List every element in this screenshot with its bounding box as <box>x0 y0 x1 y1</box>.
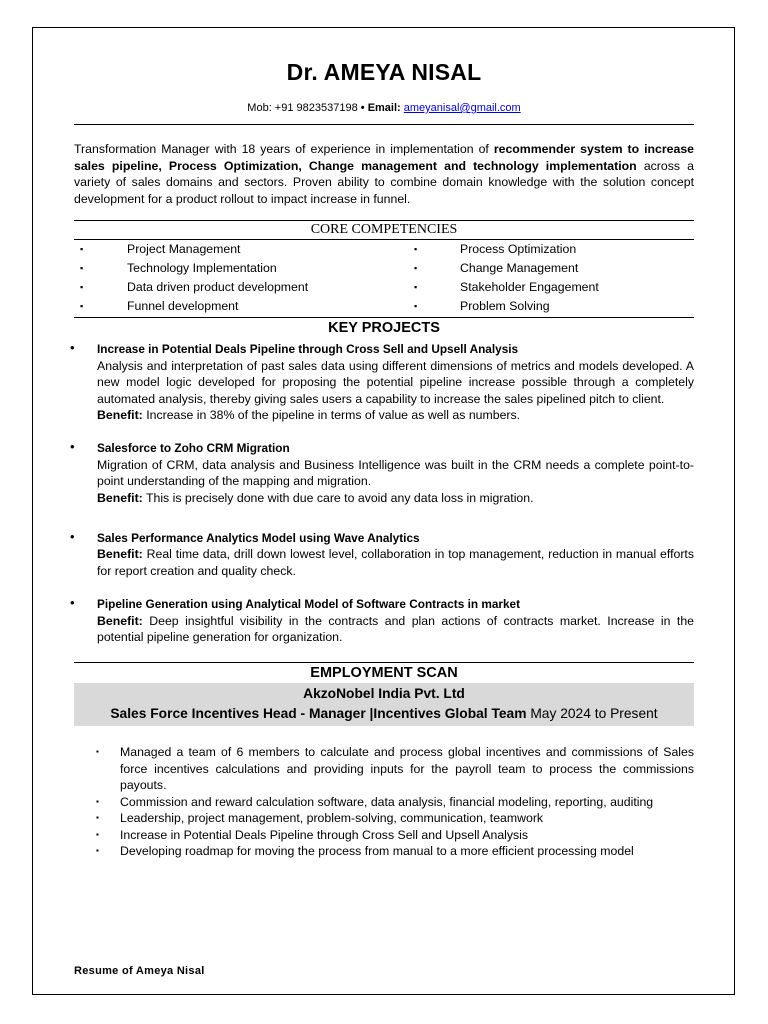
duty-item: ▪ Leadership, project management, problem-solving, communication, teamwork <box>96 811 544 826</box>
resume-content <box>70 55 695 859</box>
employment-scan-heading: EMPLOYMENT SCAN <box>310 665 458 682</box>
benefit-text: Deep insightful visibility in the contracts and plan actions of contracts market. Increase in the potential pipeline generation for organization. <box>97 613 694 645</box>
job-header <box>74 683 694 726</box>
job-duties-list <box>74 744 694 859</box>
email-label: Email: <box>367 102 401 114</box>
competency-item: Process Optimization <box>460 242 577 257</box>
duty-bullet: ▪ <box>96 747 99 757</box>
summary-text-2: across a variety of sales domains and sectors. Proven ability to combine domain knowledge with the solution concept development for a product rollout to impact increase in funnel. <box>74 158 695 206</box>
duty-item: ▪ Managed a team of 6 members to calculate and process global incentives and commissions of Sales force incentives calculations and providing inputs for the payroll team to process the commissions payouts. <box>96 745 694 793</box>
project-title: Salesforce to Zoho CRM Migration <box>97 441 290 456</box>
competency-bullet: ▪ <box>414 244 418 255</box>
contact-line <box>74 101 694 115</box>
competency-item: Technology Implementation <box>127 261 277 276</box>
duty-bullet: ▪ <box>96 829 99 839</box>
project-benefit <box>97 407 694 423</box>
project-bullet: • <box>70 595 75 611</box>
professional-summary <box>74 141 694 207</box>
job-dates: May 2024 to Present <box>526 706 658 722</box>
competency-item: Data driven product development <box>127 280 309 295</box>
competency-bullet: ▪ <box>414 301 418 312</box>
project-item <box>70 340 694 423</box>
project-title: Sales Performance Analytics Model using Wave Analytics <box>97 531 420 546</box>
competency-bullet: ▪ <box>80 263 84 274</box>
project-title: Increase in Potential Deals Pipeline through Cross Sell and Upsell Analysis <box>97 342 519 357</box>
company-name: AkzoNobel India Pvt. Ltd <box>303 686 465 702</box>
core-competencies-heading: CORE COMPETENCIES <box>310 222 458 238</box>
benefit-label: Benefit: <box>97 613 143 628</box>
competencies-grid <box>74 240 694 316</box>
project-bullet: • <box>70 529 75 545</box>
project-description: Analysis and interpretation of past sales data using different dimensions of metrics and models developed. A new model logic developed for proposing the potential pipeline increase possible through a completely automated analysis, thereby giving sales users a capability to increase the sales pipelined pitch to client. <box>97 358 694 406</box>
competency-bullet: ▪ <box>414 263 418 274</box>
competency-item: Stakeholder Engagement <box>460 280 599 295</box>
competency-item: Project Management <box>127 242 241 257</box>
benefit-label: Benefit: <box>97 490 143 505</box>
benefit-text: Increase in 38% of the pipeline in terms of value as well as numbers. <box>142 408 521 422</box>
summary-text-bold: recommender system to increase sales pipeline, Process Optimization, Change management and technology implementation <box>74 142 694 173</box>
duty-item: ▪ Increase in Potential Deals Pipeline through Cross Sell and Upsell Analysis <box>96 827 529 842</box>
benefit-text: Real time data, drill down lowest level, collaboration in top management, reduction in manual efforts for report creation and quality check. <box>97 547 694 578</box>
duty-item: ▪ Developing roadmap for moving the process from manual to a more efficient processing model <box>96 843 634 858</box>
duty-bullet: ▪ <box>96 845 99 855</box>
key-projects-heading: KEY PROJECTS <box>328 320 440 337</box>
competency-item: Funnel development <box>127 299 239 314</box>
competency-bullet: ▪ <box>80 301 84 312</box>
summary-text-1: Transformation Manager with 18 years of experience in implementation of <box>74 142 494 156</box>
project-description: Migration of CRM, data analysis and Business Intelligence was built in the CRM needs a complete point-to-point understanding of the mapping and migration. <box>97 457 694 489</box>
project-bullet: • <box>70 340 75 356</box>
mobile-number: Mob: +91 9823537198 <box>247 102 358 114</box>
header-divider <box>74 124 694 125</box>
project-title: Pipeline Generation using Analytical Model of Software Contracts in market <box>97 597 521 612</box>
competency-bullet: ▪ <box>414 282 418 293</box>
benefit-text: This is precisely done with due care to avoid any data loss in migration. <box>142 490 534 505</box>
duty-bullet: ▪ <box>96 796 99 806</box>
email-link[interactable]: ameyanisal@gmail.com <box>403 102 521 114</box>
project-item <box>70 529 694 579</box>
competency-item: Problem Solving <box>460 299 550 314</box>
benefit-label: Benefit: <box>97 547 143 562</box>
project-benefit <box>97 613 694 646</box>
project-item <box>70 439 694 506</box>
resume-name: Dr. AMEYA NISAL <box>286 59 482 85</box>
competency-bullet: ▪ <box>80 282 84 293</box>
project-item <box>70 595 694 645</box>
competency-item: Change Management <box>460 261 579 276</box>
competency-bullet: ▪ <box>80 244 84 255</box>
job-role: Sales Force Incentives Head - Manager |Incentives Global Team <box>110 706 527 722</box>
project-bullet: • <box>70 439 75 455</box>
project-benefit <box>97 546 694 579</box>
contact-separator: • <box>360 102 365 114</box>
benefit-label: Benefit: <box>97 408 143 422</box>
page-footer: Resume of Ameya Nisal <box>74 965 205 977</box>
project-benefit <box>97 490 694 506</box>
duty-item: ▪ Commission and reward calculation software, data analysis, financial modeling, reporting, auditing <box>96 794 654 809</box>
duty-bullet: ▪ <box>96 813 99 823</box>
